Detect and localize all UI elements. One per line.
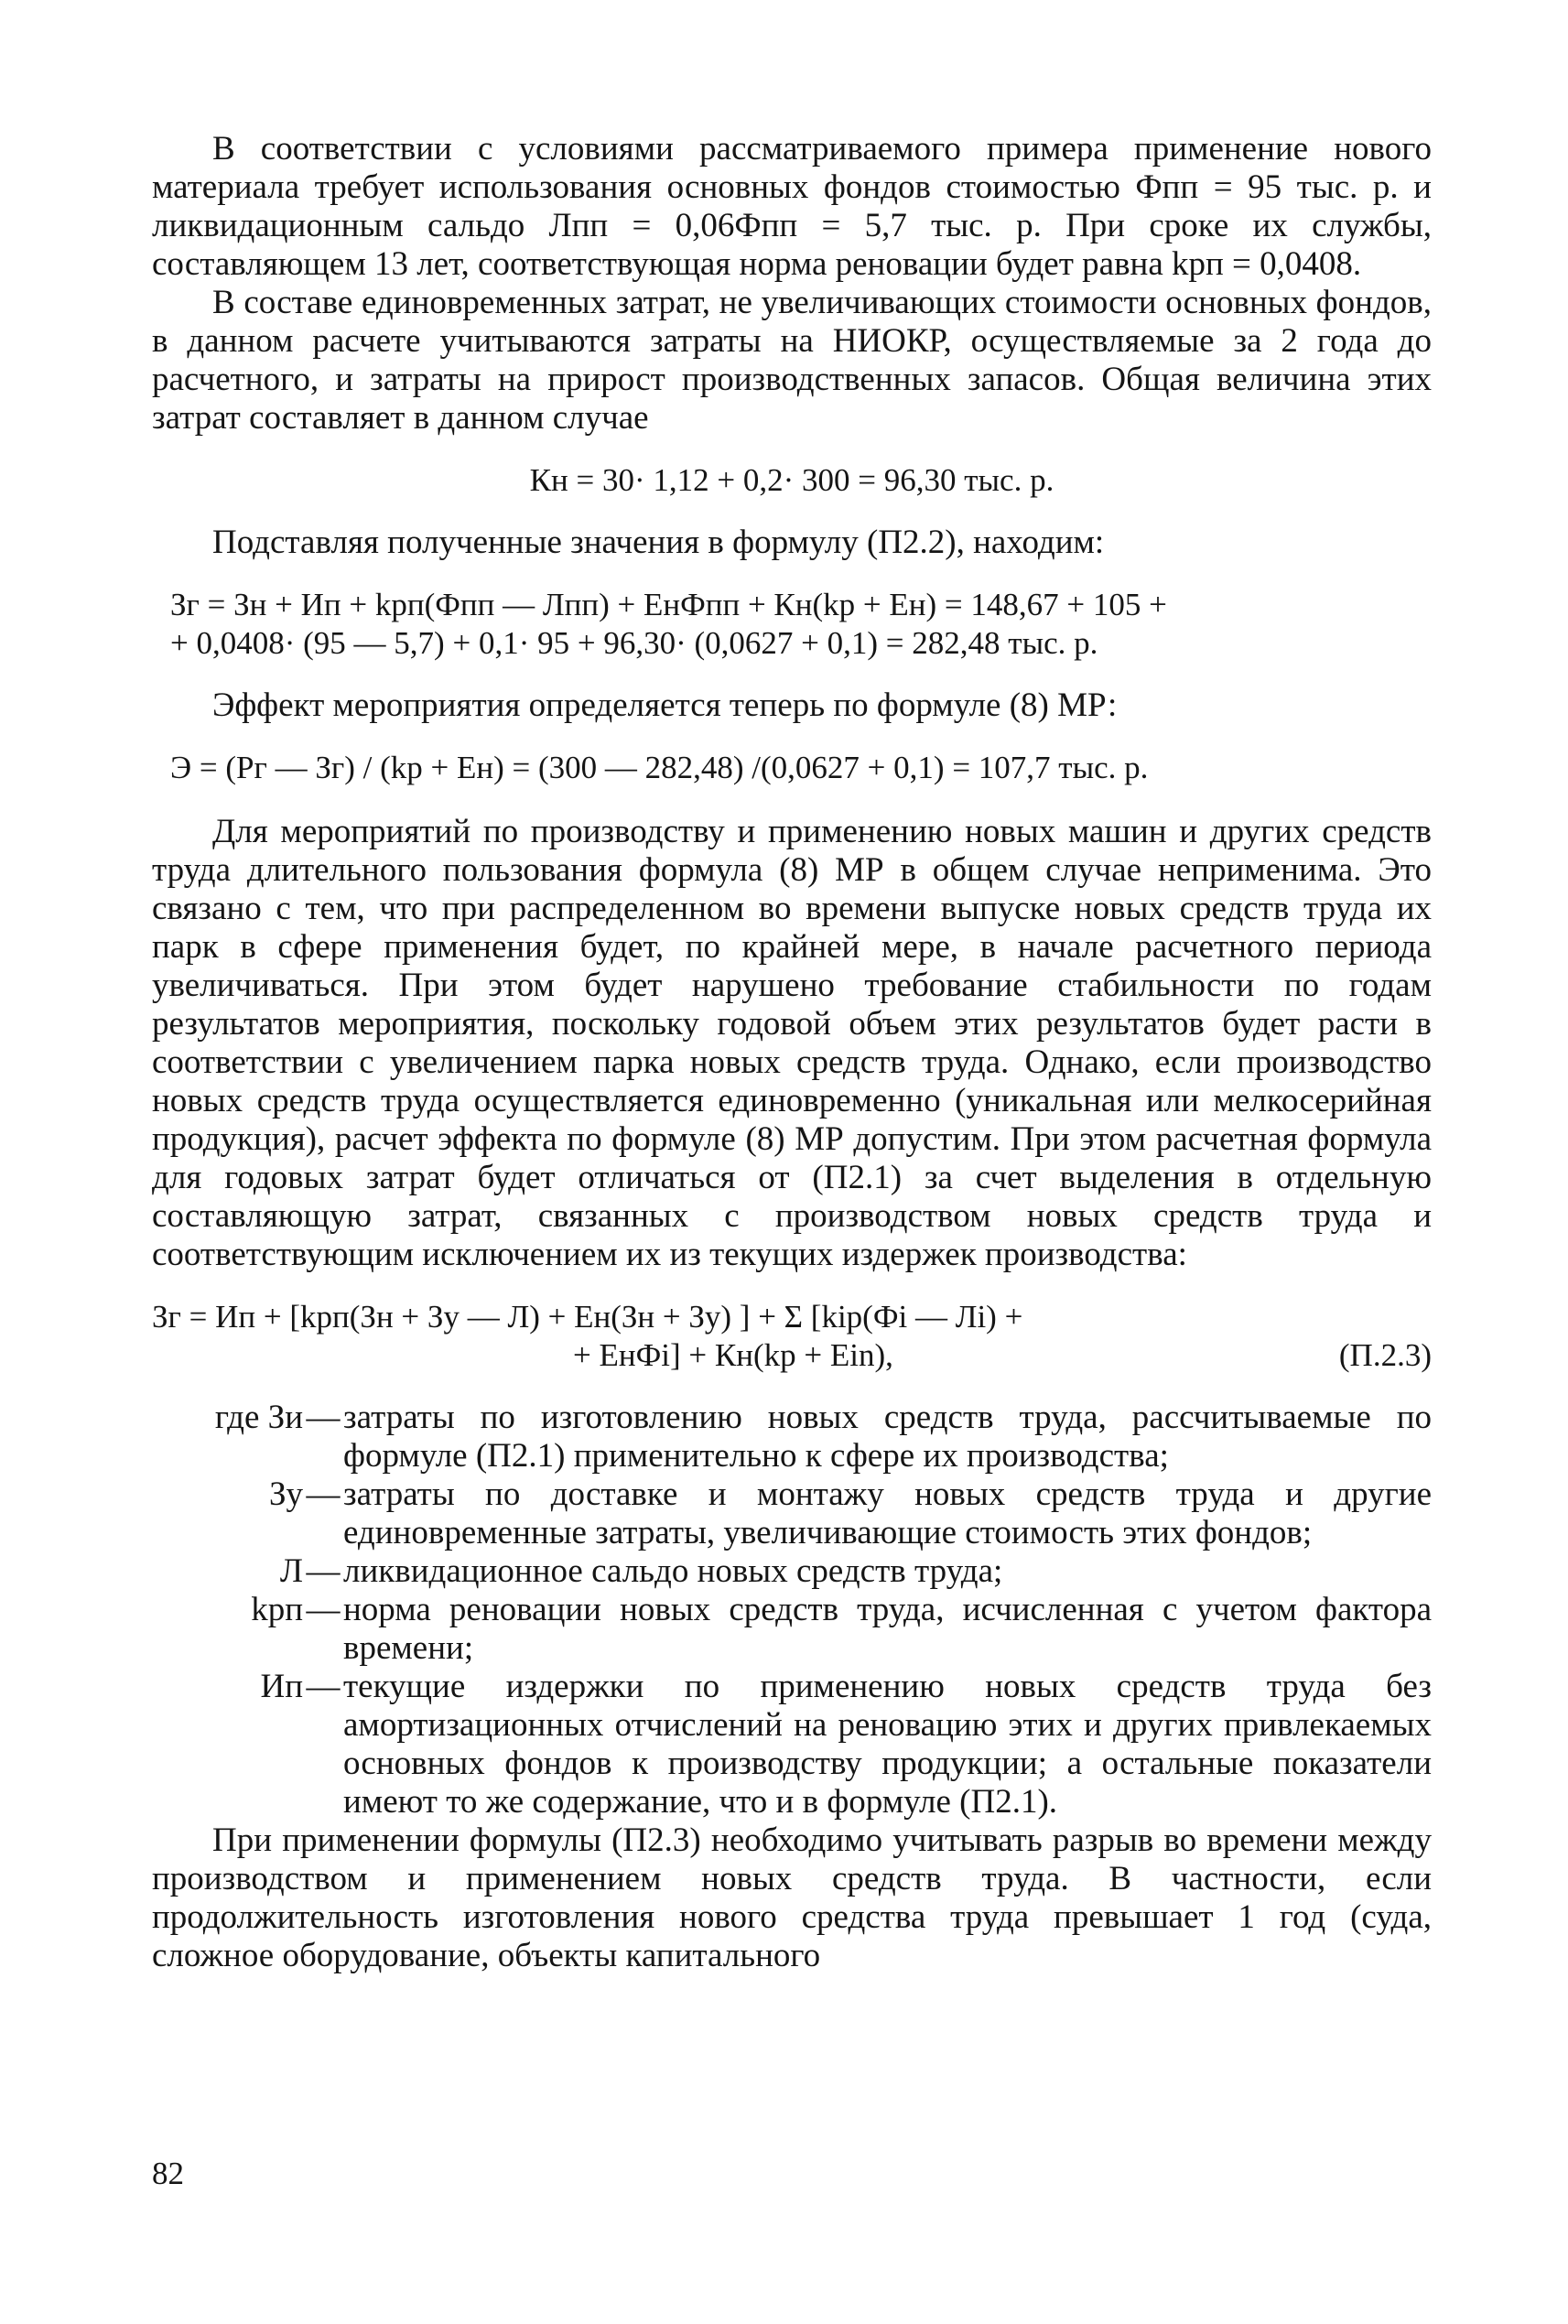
definition-term: kрп [251, 1591, 303, 1628]
definition-body: затраты по изготовлению новых средств труда, рассчитываемые по формуле (П2.1) применительно к сфере их производства; [343, 1399, 1432, 1475]
paragraph-4: Эффект мероприятия определяется теперь по формуле (8) МР: [212, 686, 1118, 724]
equation-number: (П.2.3) [1338, 1337, 1432, 1373]
formula-zg-line-1: Зг = Зн + Ип + kрп(Фпп — Лпп) + ЕнФпп + Кн(kр + Ен) = 148,67 + 105 + [170, 587, 1167, 622]
formula-kn: Кн = 30· 1,12 + 0,2· 300 = 96,30 тыс. р. [529, 462, 1054, 498]
paragraph-2: В составе единовременных затрат, не увеличивающих стоимости основных фондов, в данном расчете учитываются затраты на НИОКР, осуществляемые за 2 года до расчетного, и затраты на прирост производственных запасов. Общая величина этих затрат составляет в данном случае [152, 284, 1432, 437]
definition-item [152, 1591, 1432, 1668]
formula-effect: Э = (Рг — Зг) / (kр + Ен) = (300 — 282,48) /(0,0627 + 0,1) = 107,7 тыс. р. [170, 750, 1149, 785]
definition-dash: — [306, 1475, 341, 1513]
definition-body: затраты по доставке и монтажу новых средств труда и другие единовременные затраты, увеличивающие стоимость этих фондов; [343, 1475, 1432, 1551]
definition-term: Ип [260, 1668, 303, 1705]
page-number: 82 [152, 2156, 184, 2191]
definition-dash: — [306, 1399, 341, 1436]
formula-p23-line-2-row [152, 1336, 1432, 1375]
definitions-list [152, 1399, 1432, 1821]
definition-term: Зу [268, 1475, 303, 1513]
definition-item [152, 1475, 1432, 1552]
formula-zg-line-2: + 0,0408· (95 — 5,7) + 0,1· 95 + 96,30· (0,0627 + 0,1) = 282,48 тыс. р. [170, 625, 1098, 661]
definition-body: текущие издержки по применению новых средств труда без амортизационных отчислений на реновацию этих и других привлекаемых основных фондов к производству продукции; а остальные показатели имеют то же содержание, что и в формуле (П2.1). [343, 1668, 1432, 1821]
definition-item [152, 1399, 1432, 1475]
paragraph-1: В соответствии с условиями рассматриваемого примера применение нового материала требует использования основных фондов стоимостью Фпп = 95 тыс. р. и ликвидационным сальдо Лпп = 0,06Фпп = 5,7 тыс. р. При сроке их службы, составляющем 13 лет, соответствующая норма реновации будет равна kрп = 0,0408. [152, 130, 1432, 283]
definition-term: Л [279, 1552, 303, 1590]
definition-body: ликвидационное сальдо новых средств труда; [343, 1552, 1003, 1590]
definition-body: норма реновации новых средств труда, исчисленная с учетом фактора времени; [343, 1591, 1432, 1667]
definition-item [152, 1668, 1432, 1821]
paragraph-6: При применении формулы (П2.3) необходимо учитывать разрыв во времени между производством и применением новых средств труда. В частности, если продолжительность изготовления нового средства труда превышает 1 год (суда, сложное оборудование, объекты капитального [152, 1821, 1432, 1974]
definition-term: где Зи [214, 1399, 303, 1436]
definition-item [152, 1552, 1432, 1591]
definition-dash: — [306, 1591, 341, 1628]
text-column [152, 130, 1432, 1975]
definition-dash: — [306, 1668, 341, 1705]
paragraph-3: Подставляя полученные значения в формулу (П2.2), находим: [212, 524, 1105, 561]
formula-p23-line-2: + ЕнФi] + Кн(kр + Ein), [573, 1337, 893, 1373]
paragraph-5: Для мероприятий по производству и применению новых машин и других средств труда длительного пользования формула (8) МР в общем случае неприменима. Это связано с тем, что при распределенном во времени выпуске новых средств труда их парк в сфере применения будет, по крайней мере, в начале расчетного периода увеличиваться. При этом будет нарушено требование стабильности по годам результатов мероприятия, поскольку годовой объем этих результатов будет расти в соответствии с увеличением парка новых средств труда. Однако, если производство новых средств труда осуществляется единовременно (уникальная или мелкосерийная продукция), расчет эффекта по формуле (8) МР допустим. При этом расчетная формула для годовых затрат будет отличаться от (П2.1) за счет выделения в отдельную составляющую затрат, связанных с производством новых средств труда и соответствующим исключением их из текущих издержек производства: [152, 813, 1432, 1273]
definition-dash: — [306, 1552, 341, 1590]
formula-p23-line-1: Зг = Ип + [kрп(Зн + Зу — Л) + Ен(Зн + Зу) ] + Σ [kiр(Фi — Лi) + [152, 1299, 1023, 1335]
